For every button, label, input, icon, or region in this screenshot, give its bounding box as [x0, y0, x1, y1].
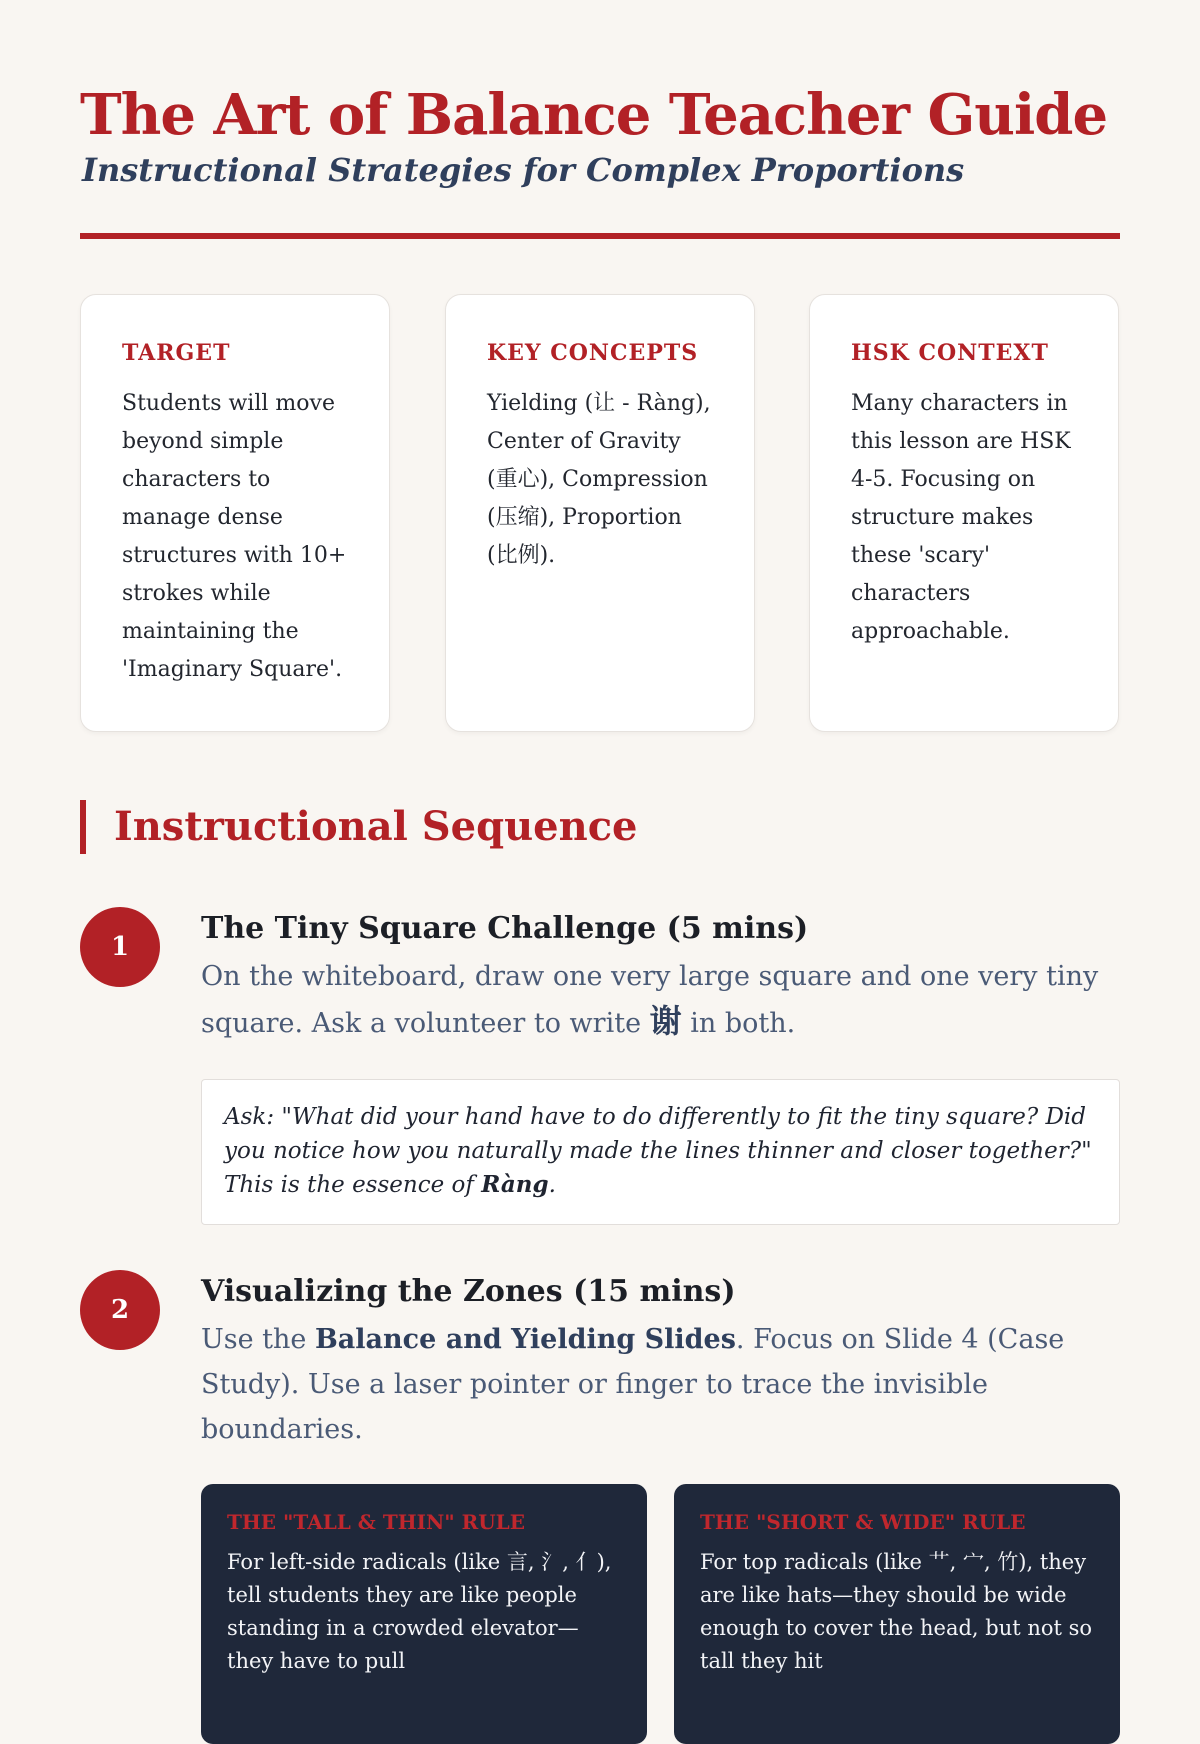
callout-text-end: .	[548, 1172, 556, 1198]
key-concepts-card-text: Yielding (让 - Ràng), Center of Gravity (重心), Compression (压缩), Proportion (比例).	[487, 391, 711, 568]
step-body	[201, 907, 1120, 1225]
step-number-badge: 2	[80, 1270, 160, 1350]
rule-cards	[201, 1484, 1120, 1744]
rule-card-title: THE "TALL & THIN" RULE	[227, 1510, 525, 1534]
key-concepts-card	[445, 294, 755, 732]
step-description	[201, 954, 1120, 1046]
target-card-text: Students will move beyond simple characters to manage dense structures with 10+ strokes while maintaining the 'Imaginary Square'.	[122, 391, 347, 682]
key-concepts-card-label: KEY CONCEPTS	[487, 340, 699, 366]
hsk-context-card	[809, 294, 1119, 732]
overview-cards	[80, 294, 1120, 732]
step-title: The Tiny Square Challenge (5 mins)	[201, 911, 809, 946]
page-title: The Art of Balance Teacher Guide	[80, 82, 1108, 148]
slides-reference: Balance and Yielding Slides	[314, 1324, 736, 1355]
hsk-context-card-text: Many characters in this lesson are HSK 4-5. Focusing on structure makes these 'scary' characters approachable.	[851, 391, 1071, 644]
step-description-text-end: . Focus on Slide 4 (Case Study). Use a laser pointer or finger to trace the invisible boundaries.	[201, 1324, 1065, 1445]
step-description-text: On the whiteboard, draw one very large square and one very tiny square. Ask a volunteer to write	[201, 961, 1099, 1039]
tall-thin-rule-card	[201, 1484, 647, 1744]
step-description-text-end: in both.	[681, 1008, 796, 1039]
rule-card-title: THE "SHORT & WIDE" RULE	[700, 1510, 1026, 1534]
step-body	[201, 1270, 1120, 1744]
step-title: Visualizing the Zones (15 mins)	[201, 1274, 736, 1309]
step-description	[201, 1317, 1120, 1452]
rule-card-text: For top radicals (like 艹, 宀, 竹), they are like hats—they should be wide enough to cover the head, but not so tall they hit	[700, 1550, 1093, 1673]
callout-emphasis: Ràng	[481, 1171, 549, 1198]
step-number-badge: 1	[80, 907, 160, 987]
callout-text: Ask: "What did your hand have to do differently to fit the tiny square? Did you notice how you naturally made the lines thinner and closer together?" This is the essence of	[224, 1104, 1092, 1198]
target-card	[80, 294, 390, 732]
target-card-label: TARGET	[122, 340, 231, 366]
section-heading: Instructional Sequence	[80, 800, 638, 854]
discussion-callout	[201, 1079, 1120, 1225]
short-wide-rule-card	[674, 1484, 1120, 1744]
step-description-text: Use the	[201, 1324, 315, 1355]
hsk-context-card-label: HSK CONTEXT	[851, 340, 1049, 366]
header-divider	[80, 233, 1120, 239]
rule-card-text: For left-side radicals (like 言, 氵, 亻), tell students they are like people standing in a crowded elevator—they have to pull	[227, 1550, 612, 1673]
hanzi-example: 谢	[649, 1002, 682, 1040]
page-subtitle: Instructional Strategies for Complex Proportions	[82, 151, 965, 189]
